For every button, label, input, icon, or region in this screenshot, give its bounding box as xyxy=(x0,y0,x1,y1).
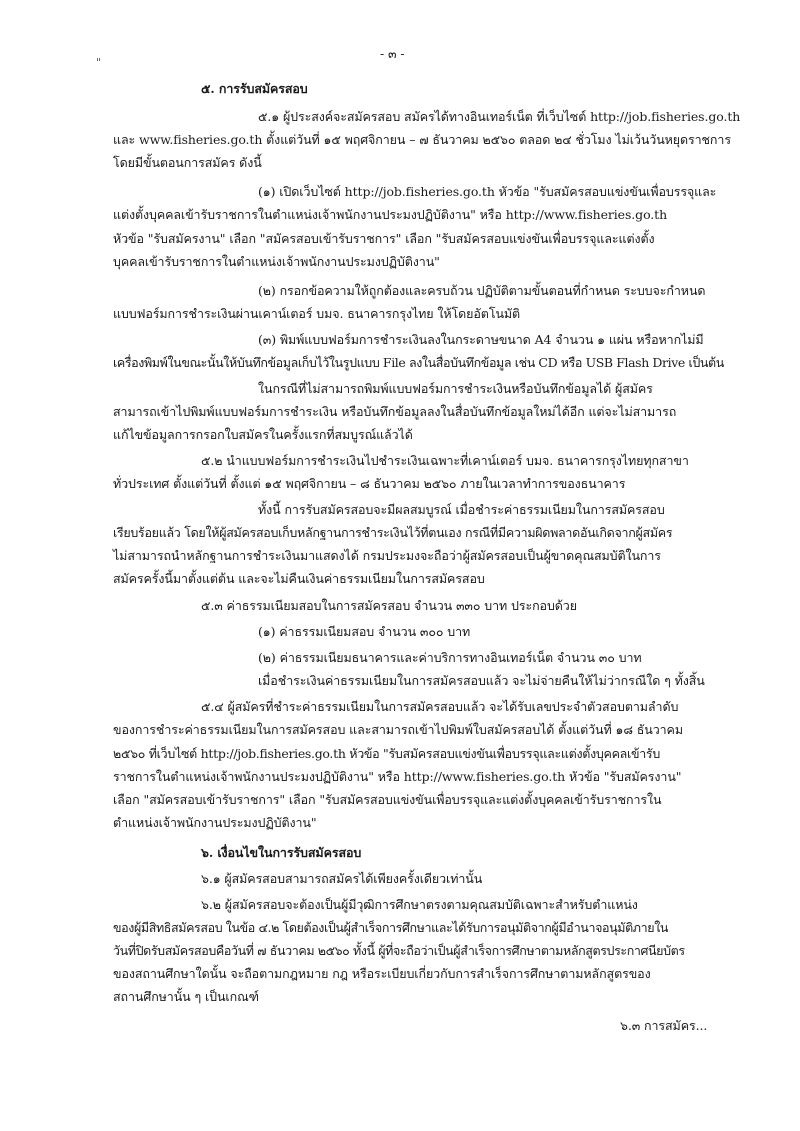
text-line: ๒๕๖๐ ที่เว็บไซต์ http://job.fisheries.go.th หัวข้อ "รับสมัครสอบแข่งขันเพื่อบรรจุและแต่งตั้งบุคคลเข้ารับ xyxy=(113,746,660,761)
text-line: ๕.๔ ผู้สมัครที่ชำระค่าธรรมเนียมในการสมัครสอบแล้ว จะได้รับเลขประจำตัวสอบตามลำดับ xyxy=(201,699,679,714)
text-line: (๒) ค่าธรรมเนียมธนาคารและค่าบริการทางอินเทอร์เน็ต จำนวน ๓๐ บาท xyxy=(258,650,642,665)
page-number: - ๓ - xyxy=(380,46,405,61)
text-line: (๓) พิมพ์แบบฟอร์มการชำระเงินลงในกระดาษขนาด A4 จำนวน ๑ แผ่น หรือหากไม่มี xyxy=(258,332,704,347)
text-line: เรียบร้อยแล้ว โดยให้ผู้สมัครสอบเก็บหลักฐานการชำระเงินไว้ที่ตนเอง กรณีที่มีความผิดพลาดอันเกิดจากผู้สมัคร xyxy=(113,525,673,540)
text-line: ๖.๑ ผู้สมัครสอบสามารถสมัครได้เพียงครั้งเดียวเท่านั้น xyxy=(201,871,483,886)
text-line: ทั้งนี้ การรับสมัครสอบจะมีผลสมบูรณ์ เมื่อชำระค่าธรรมเนียมในการสมัครสอบ xyxy=(258,502,665,517)
section-6-heading: ๖. เงื่อนไขในการรับสมัครสอบ xyxy=(201,845,362,860)
text-line: แต่งตั้งบุคคลเข้ารับราชการในตำแหน่งเจ้าพนักงานประมงปฏิบัติงาน" หรือ http://www.fisheries.go.th xyxy=(113,207,668,222)
text-line: ๕.๒ นำแบบฟอร์มการชำระเงินไปชำระเงินเฉพาะที่เคาน์เตอร์ บมจ. ธนาคารกรุงไทยทุกสาขา xyxy=(201,453,689,468)
text-line: สถานศึกษานั้น ๆ เป็นเกณฑ์ xyxy=(113,989,259,1004)
text-line: ๕.๓ ค่าธรรมเนียมสอบในการสมัครสอบ จำนวน ๓๓๐ บาท ประกอบด้วย xyxy=(201,598,577,613)
text-line: ในกรณีที่ไม่สามารถพิมพ์แบบฟอร์มการชำระเงินหรือบันทึกข้อมูลได้ ผู้สมัคร xyxy=(258,381,653,396)
text-line: ตำแหน่งเจ้าพนักงานประมงปฏิบัติงาน" xyxy=(113,815,317,830)
text-line: ของการชำระค่าธรรมเนียมในการสมัครสอบ และสามารถเข้าไปพิมพ์ใบสมัครสอบได้ ตั้งแต่วันที่ ๑๘ ธันวาคม xyxy=(113,722,683,737)
text-line: (๑) ค่าธรรมเนียมสอบ จำนวน ๓๐๐ บาท xyxy=(258,624,471,639)
text-line: เมื่อชำระเงินค่าธรรมเนียมในการสมัครสอบแล้ว จะไม่จ่ายคืนให้ไม่ว่ากรณีใด ๆ ทั้งสิ้น xyxy=(258,673,705,688)
text-line: เครื่องพิมพ์ในขณะนั้นให้บันทึกข้อมูลเก็บไว้ในรูปแบบ File ลงในสื่อบันทึกข้อมูล เช่น CD หรือ USB Flash Drive เป็นต้น xyxy=(113,355,724,370)
text-line: แก้ไขข้อมูลการกรอกใบสมัครในครั้งแรกที่สมบูรณ์แล้วได้ xyxy=(113,427,413,442)
text-line: เลือก "สมัครสอบเข้ารับราชการ" เลือก "รับสมัครสอบแข่งขันเพื่อบรรจุและแต่งตั้งบุคคลเข้ารับราชการใน xyxy=(113,792,662,807)
text-line: สามารถเข้าไปพิมพ์แบบฟอร์มการชำระเงิน หรือบันทึกข้อมูลลงในสื่อบันทึกข้อมูลใหม่ได้อีก แต่จะไม่สามารถ xyxy=(113,404,677,419)
text-line: (๑) เปิดเว็บไซต์ http://job.fisheries.go.th หัวข้อ "รับสมัครสอบแข่งขันเพื่อบรรจุและ xyxy=(258,184,717,199)
text-line: และ www.fisheries.go.th ตั้งแต่วันที่ ๑๕ พฤศจิกายน – ๗ ธันวาคม ๒๕๖๐ ตลอด ๒๔ ชั่วโมง ไม่เว้นวันหยุดราชการ xyxy=(113,132,731,147)
text-line: ของผู้มีสิทธิสมัครสอบ ในข้อ ๔.๒ โดยต้องเป็นผู้สำเร็จการศึกษาและได้รับการอนุมัติจากผู้มีอำนาจอนุมัติภายใน xyxy=(113,920,669,935)
text-line: ๕.๑ ผู้ประสงค์จะสมัครสอบ สมัครได้ทางอินเทอร์เน็ต ที่เว็บไซต์ http://job.fisheries.go.th xyxy=(258,109,741,124)
text-line: ของสถานศึกษาใดนั้น จะถือตามกฎหมาย กฎ หรือระเบียบเกี่ยวกับการสำเร็จการศึกษาตามหลักสูตรของ xyxy=(113,966,651,981)
scan-mark: " xyxy=(96,56,102,69)
text-line: วันที่ปิดรับสมัครสอบคือวันที่ ๗ ธันวาคม ๒๕๖๐ ทั้งนี้ ผู้ที่จะถือว่าเป็นผู้สำเร็จการศึกษาตามหลักสูตรประกาศนียบัตร xyxy=(113,943,685,958)
text-line: บุคคลเข้ารับราชการในตำแหน่งเจ้าพนักงานประมงปฏิบัติงาน" xyxy=(113,254,440,269)
text-line: โดยมีขั้นตอนการสมัคร ดังนี้ xyxy=(113,155,262,170)
text-line: ไม่สามารถนำหลักฐานการชำระเงินมาแสดงได้ กรมประมงจะถือว่าผู้สมัครสอบเป็นผู้ขาดคุณสมบัติในการ xyxy=(113,548,661,563)
text-line: สมัครครั้งนี้มาตั้งแต่ต้น และจะไม่คืนเงินค่าธรรมเนียมในการสมัครสอบ xyxy=(113,571,485,586)
section-5-heading: ๕. การรับสมัครสอบ xyxy=(201,81,308,96)
text-line: แบบฟอร์มการชำระเงินผ่านเคาน์เตอร์ บมจ. ธนาคารกรุงไทย ให้โดยอัตโนมัติ xyxy=(113,306,521,321)
text-line: ทั่วประเทศ ตั้งแต่วันที่ ตั้งแต่ ๑๕ พฤศจิกายน – ๘ ธันวาคม ๒๕๖๐ ภายในเวลาทำการของธนาคาร xyxy=(113,476,626,491)
text-line: ๖.๒ ผู้สมัครสอบจะต้องเป็นผู้มีวุฒิการศึกษาตรงตามคุณสมบัติเฉพาะสำหรับตำแหน่ง xyxy=(201,897,638,912)
text-line: ราชการในตำแหน่งเจ้าพนักงานประมงปฏิบัติงาน" หรือ http://www.fisheries.go.th หัวข้อ "รับสมัครงาน" xyxy=(113,769,682,784)
text-line: (๒) กรอกข้อความให้ถูกต้องและครบถ้วน ปฏิบัติตามขั้นตอนที่กำหนด ระบบจะกำหนด xyxy=(258,283,706,298)
continuation-note: ๖.๓ การสมัคร... xyxy=(620,1018,708,1033)
text-line: หัวข้อ "รับสมัครงาน" เลือก "สมัครสอบเข้ารับราชการ" เลือก "รับสมัครสอบแข่งขันเพื่อบรรจุและแต่งตั้ง xyxy=(113,231,655,246)
